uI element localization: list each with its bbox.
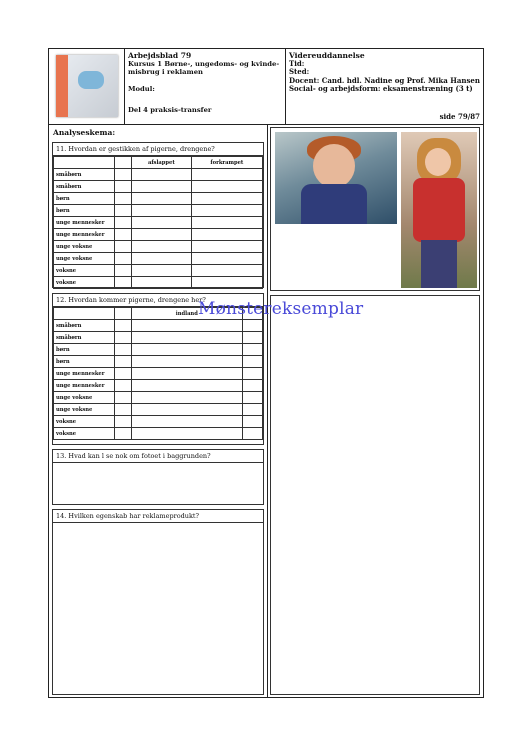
row-cell[interactable] — [242, 404, 262, 416]
row-cell[interactable] — [132, 392, 243, 404]
table-row — [54, 380, 263, 392]
row-cell[interactable] — [132, 193, 192, 205]
question-14-text: 14. Hvilken egenskab har reklameprodukt? — [53, 510, 263, 523]
question-13-box[interactable] — [52, 449, 264, 505]
program-title: Videreuddannelse — [289, 51, 365, 60]
q12-header-label — [54, 308, 115, 320]
row-label: unge mennesker — [54, 380, 115, 392]
table-row — [54, 229, 263, 241]
row-cell[interactable] — [191, 193, 262, 205]
row-cell[interactable] — [132, 416, 243, 428]
worksheet-page — [48, 48, 484, 698]
row-cell[interactable] — [132, 356, 243, 368]
row-check[interactable] — [115, 229, 132, 241]
table-row — [54, 205, 263, 217]
row-check[interactable] — [115, 380, 132, 392]
row-check[interactable] — [115, 193, 132, 205]
question-14-box[interactable] — [52, 509, 264, 695]
row-cell[interactable] — [191, 277, 262, 289]
advertisement-photos — [270, 127, 480, 291]
place-label: Sted: — [289, 67, 310, 77]
watermark-text: Mønstereksemplar — [198, 299, 364, 319]
row-check[interactable] — [115, 181, 132, 193]
row-label: børn — [54, 193, 115, 205]
row-cell[interactable] — [132, 253, 192, 265]
row-cell[interactable] — [242, 356, 262, 368]
question-13-text: 13. Hvad kan l se nok om fotoet i baggrunden? — [53, 450, 263, 463]
row-cell[interactable] — [191, 169, 262, 181]
row-cell[interactable] — [132, 404, 243, 416]
table-row — [54, 428, 263, 440]
row-check[interactable] — [115, 368, 132, 380]
row-cell[interactable] — [132, 181, 192, 193]
row-cell[interactable] — [132, 277, 192, 289]
row-label: småbørn — [54, 169, 115, 181]
row-cell[interactable] — [132, 241, 192, 253]
row-label: unge voksne — [54, 241, 115, 253]
q11-col-header: forkrampet — [191, 157, 262, 169]
child-photo-1 — [275, 132, 397, 224]
row-check[interactable] — [115, 169, 132, 181]
row-cell[interactable] — [132, 265, 192, 277]
analysis-column — [49, 125, 268, 697]
table-row — [54, 320, 263, 332]
time-label: Tid: — [289, 59, 305, 68]
q12-header-blank — [115, 308, 132, 320]
row-label: småbørn — [54, 332, 115, 344]
row-label: småbørn — [54, 181, 115, 193]
logo-cell — [49, 49, 125, 124]
row-cell[interactable] — [191, 181, 262, 193]
row-check[interactable] — [115, 428, 132, 440]
photo1-shirt — [301, 184, 367, 224]
page-number: side 79/87 — [439, 112, 480, 121]
row-label: voksne — [54, 277, 115, 289]
photo2-face — [425, 148, 451, 176]
table-row — [54, 332, 263, 344]
row-label: børn — [54, 356, 115, 368]
row-check[interactable] — [115, 265, 132, 277]
table-row — [54, 368, 263, 380]
part-label: Del 4 praksis-transfer — [128, 105, 212, 114]
row-label: småbørn — [54, 320, 115, 332]
row-cell[interactable] — [132, 205, 192, 217]
table-row — [54, 404, 263, 416]
row-check[interactable] — [115, 356, 132, 368]
row-label: unge mennesker — [54, 217, 115, 229]
row-label: børn — [54, 205, 115, 217]
row-label: unge mennesker — [54, 229, 115, 241]
row-cell[interactable] — [191, 241, 262, 253]
row-cell[interactable] — [242, 416, 262, 428]
worksheet-title: Arbejdsblad 79 — [128, 51, 192, 60]
table-row — [54, 265, 263, 277]
row-cell[interactable] — [132, 380, 243, 392]
course-title: Kursus 1 Børne-, ungedoms- og kvinde-misbrug i reklamen — [128, 60, 280, 77]
row-check[interactable] — [115, 404, 132, 416]
row-cell[interactable] — [191, 217, 262, 229]
row-cell[interactable] — [132, 332, 243, 344]
q11-header-blank — [115, 157, 132, 169]
table-row — [54, 356, 263, 368]
notes-area[interactable] — [270, 295, 480, 695]
table-row — [54, 253, 263, 265]
teacher-label: Docent: Cand. hdl. Nadine og Prof. Mika Hansen — [289, 75, 480, 85]
row-label: unge voksne — [54, 253, 115, 265]
row-check[interactable] — [115, 320, 132, 332]
format-label: Social- og arbejdsform: eksamenstræning (3 t) — [289, 84, 473, 94]
logo-strip — [56, 55, 68, 117]
photo2-legs — [421, 240, 457, 288]
row-cell[interactable] — [242, 392, 262, 404]
program-info-cell — [286, 49, 483, 124]
row-cell[interactable] — [242, 380, 262, 392]
row-check[interactable] — [115, 332, 132, 344]
row-cell[interactable] — [191, 205, 262, 217]
table-row — [54, 392, 263, 404]
row-cell[interactable] — [132, 217, 192, 229]
question-12-table — [53, 307, 263, 440]
row-cell[interactable] — [191, 229, 262, 241]
row-cell[interactable] — [132, 169, 192, 181]
question-11-text: 11. Hvordan er gestikken af pigerne, drengene? — [53, 143, 263, 156]
question-12-text: 12. Hvordan kommer pigerne, drengene her? — [53, 294, 263, 307]
row-cell[interactable] — [132, 368, 243, 380]
row-check[interactable] — [115, 205, 132, 217]
row-check[interactable] — [115, 416, 132, 428]
child-photo-2 — [401, 132, 477, 288]
row-cell[interactable] — [191, 253, 262, 265]
q11-header-label — [54, 157, 115, 169]
image-column — [267, 125, 483, 697]
row-check[interactable] — [115, 277, 132, 289]
row-label: unge voksne — [54, 404, 115, 416]
photo1-face — [313, 144, 355, 188]
table-row — [54, 277, 263, 289]
row-check[interactable] — [115, 241, 132, 253]
analysis-title: Analyseskema: — [53, 128, 116, 137]
row-cell[interactable] — [242, 428, 262, 440]
table-row — [54, 416, 263, 428]
table-row — [54, 241, 263, 253]
row-check[interactable] — [115, 217, 132, 229]
row-cell[interactable] — [132, 229, 192, 241]
table-row — [54, 169, 263, 181]
table-row — [54, 217, 263, 229]
row-cell[interactable] — [242, 344, 262, 356]
table-row — [54, 193, 263, 205]
row-cell[interactable] — [191, 265, 262, 277]
table-row — [54, 181, 263, 193]
row-label: unge mennesker — [54, 368, 115, 380]
photo2-dress — [413, 178, 465, 242]
row-check[interactable] — [115, 392, 132, 404]
table-row — [54, 344, 263, 356]
row-label: børn — [54, 344, 115, 356]
row-check[interactable] — [115, 344, 132, 356]
worksheet-header — [49, 49, 483, 125]
row-label: voksne — [54, 416, 115, 428]
q11-col-header: afslappet — [132, 157, 192, 169]
row-label: voksne — [54, 265, 115, 277]
row-cell[interactable] — [132, 320, 243, 332]
course-info-cell — [125, 49, 286, 124]
row-check[interactable] — [115, 253, 132, 265]
course-logo-image — [56, 55, 118, 117]
question-11-table — [53, 156, 263, 289]
module-label: Modul: — [128, 85, 155, 94]
row-cell[interactable] — [242, 368, 262, 380]
row-label: unge voksne — [54, 392, 115, 404]
question-11-box — [52, 142, 264, 288]
q12-col-header: indland — [132, 308, 243, 320]
row-cell[interactable] — [242, 320, 262, 332]
elephant-icon — [78, 71, 104, 89]
row-cell[interactable] — [242, 332, 262, 344]
row-cell[interactable] — [132, 344, 243, 356]
row-label: voksne — [54, 428, 115, 440]
row-cell[interactable] — [132, 428, 243, 440]
